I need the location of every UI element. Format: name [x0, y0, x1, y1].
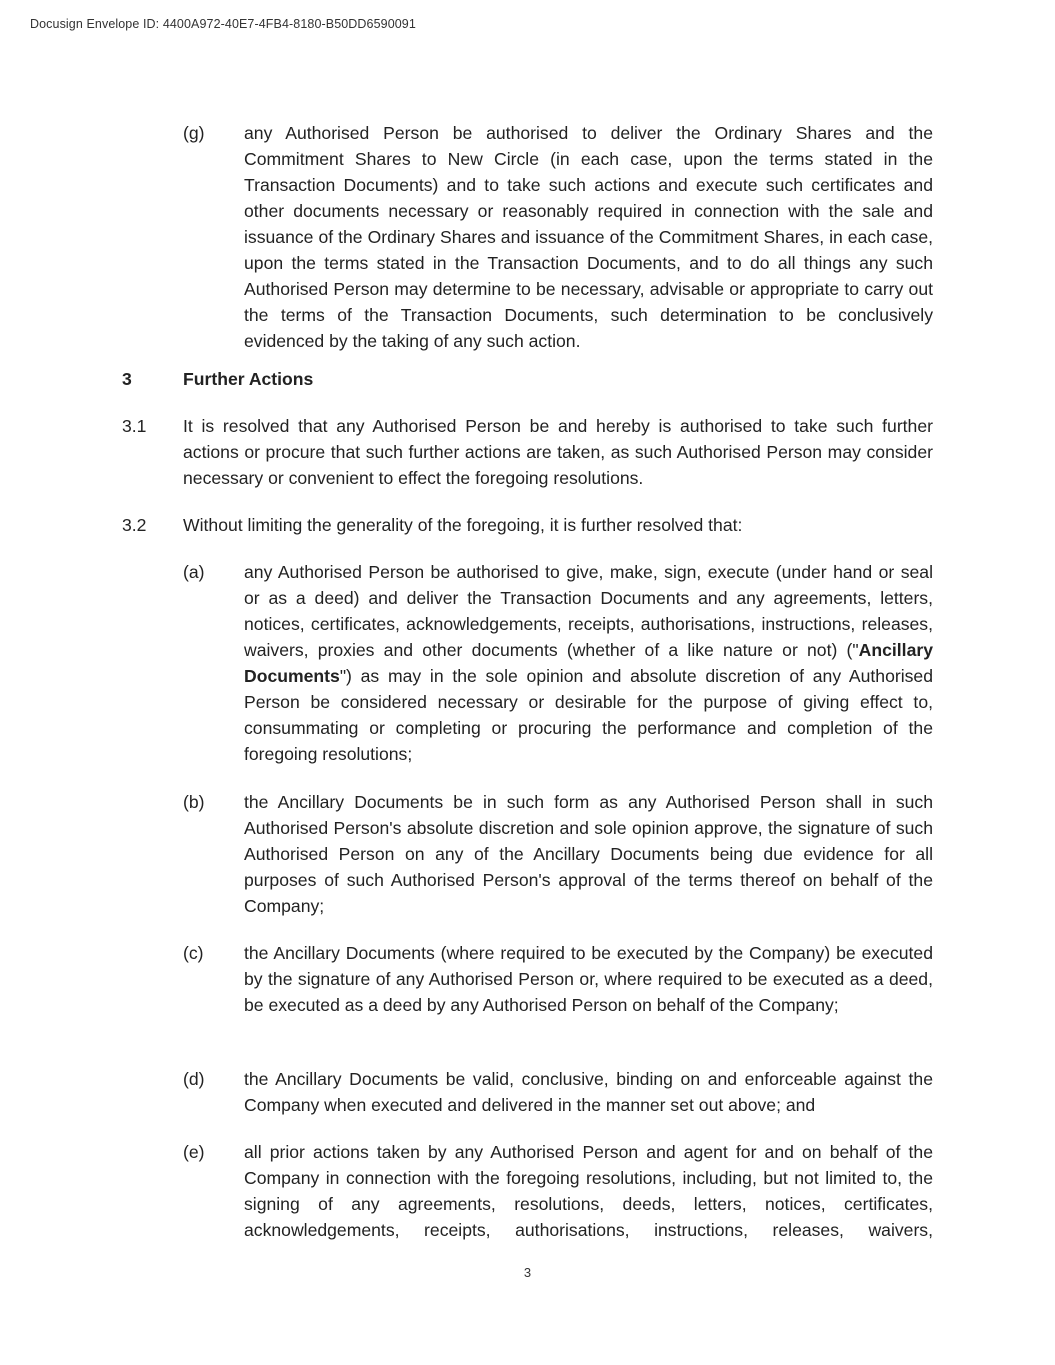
- clause-number: 3.1: [122, 416, 147, 436]
- clause-3-1: [122, 413, 933, 491]
- docusign-envelope-id: Docusign Envelope ID: 4400A972-40E7-4FB4-8180-B50DD6590091: [30, 17, 416, 31]
- resolution-item-b: [183, 789, 933, 919]
- clause-3-2: [122, 512, 933, 538]
- item-label: (b): [183, 792, 205, 812]
- section-number: 3: [122, 369, 132, 389]
- item-text: all prior actions taken by any Authorised Person and agent for and on behalf of the Company in connection with the foregoing resolutions, including, but not limited to, the signing of any agreements, resolutions, deeds, letters, notices, certificates, acknowledgements, receipts, authorisations, instructions, releases, waivers,: [244, 1142, 933, 1240]
- item-text-after: ") as may in the sole opinion and absolute discretion of any Authorised Person be considered necessary or desirable for the purpose of giving effect to, consummating or completing or procuring the performance and completion of the foregoing resolutions;: [244, 666, 933, 764]
- item-text-before: any Authorised Person be authorised to give, make, sign, execute (under hand or seal or as a deed) and deliver the Transaction Documents and any agreements, letters, notices, certificates, acknowledgements, receipts, authorisations, instructions, releases, waivers, proxies and other documents (whether of a like nature or not) (": [244, 562, 933, 660]
- item-text: [244, 559, 933, 767]
- item-text: the Ancillary Documents be valid, conclusive, binding on and enforceable against the Company when executed and delivered in the manner set out above; and: [244, 1069, 933, 1115]
- section-title: Further Actions: [183, 369, 314, 389]
- resolution-item-c: [183, 940, 933, 1018]
- clause-number: 3.2: [122, 515, 147, 535]
- item-text: the Ancillary Documents (where required to be executed by the Company) be executed by the signature of any Authorised Person or, where required to be executed as a deed, be executed as a deed by any Authorised Person on behalf of the Company;: [244, 943, 933, 1015]
- defined-term-ancillary-documents: Ancillary Documents: [244, 640, 933, 686]
- item-label: (g): [183, 123, 205, 143]
- clause-text: Without limiting the generality of the foregoing, it is further resolved that:: [183, 515, 743, 535]
- resolution-item-a: [183, 559, 933, 767]
- item-label: (d): [183, 1069, 205, 1089]
- item-label: (c): [183, 943, 204, 963]
- item-label: (e): [183, 1142, 205, 1162]
- resolution-item-g: [183, 120, 933, 354]
- section-heading-further-actions: [122, 366, 933, 392]
- resolution-item-e: [183, 1139, 933, 1243]
- resolution-item-d: [183, 1066, 933, 1118]
- item-text: the Ancillary Documents be in such form as any Authorised Person shall in such Authorised Person's absolute discretion and sole opinion approve, the signature of such Authorised Person on any of the Ancillary Documents being due evidence for all purposes of such Authorised Person's approval of the terms thereof on behalf of the Company;: [244, 792, 933, 916]
- page-number: 3: [523, 1265, 532, 1280]
- item-text: any Authorised Person be authorised to deliver the Ordinary Shares and the Commitment Shares to New Circle (in each case, upon the terms stated in the Transaction Documents) and to take such actions and execute such certificates and other documents necessary or reasonably required in connection with the sale and issuance of the Ordinary Shares and issuance of the Commitment Shares, in each case, upon the terms stated in the Transaction Documents, and to do all things any such Authorised Person may determine to be necessary, advisable or appropriate to carry out the terms of the Transaction Documents, such determination to be conclusively evidenced by the taking of any such action.: [244, 123, 933, 351]
- clause-text: It is resolved that any Authorised Person be and hereby is authorised to take such further actions or procure that such further actions are taken, as such Authorised Person may consider necessary or convenient to effect the foregoing resolutions.: [183, 416, 933, 488]
- item-label: (a): [183, 562, 205, 582]
